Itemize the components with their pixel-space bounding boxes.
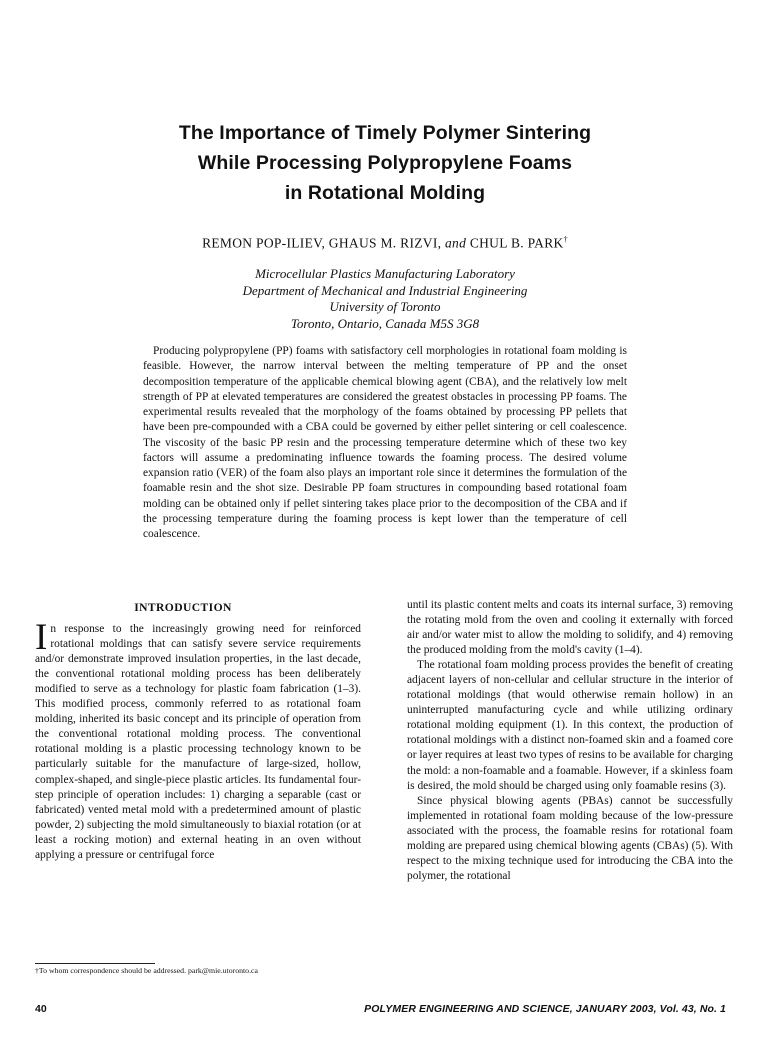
footnote-divider <box>35 963 155 964</box>
page-number: 40 <box>35 1003 47 1015</box>
author-list <box>150 235 620 252</box>
intro-paragraph-1-continued: until its plastic content melts and coats its internal surface, 3) removing the rotating mold from the oven and cooling it externally with forced air and/or water mist to allow the molding to solidify, and 4) removing the produced molding from the mold's cavity (1–4). <box>407 599 733 657</box>
dagger-mark: † <box>563 235 568 244</box>
article-title <box>150 118 620 208</box>
title-line-2: While Processing Polypropylene Foams <box>197 152 573 174</box>
affiliation-university: University of Toronto <box>329 299 441 314</box>
affiliation-department: Department of Mechanical and Industrial Engineering <box>242 282 528 298</box>
section-heading-introduction: INTRODUCTION <box>134 601 232 614</box>
affiliation <box>150 266 620 332</box>
title-line-1: The Importance of Timely Polymer Sintering <box>178 122 592 144</box>
intro-paragraph-1-text: n response to the increasingly growing need for reinforced rotational moldings that can satisfy severe service requirements and/or demonstrate improved insulation properties, in the last decade, the conventional rotational molding process has been deliberately modified to serve as a technology for plastic foam fabrication (1–3). This modified process, commonly referred to as rotational foam molding, inherited its basic concept and its principle of operation from the conventional rotational molding process. The conventional rotational molding is a plastic processing technology known to be particularly suitable for the manufacture of large-sized, hollow, complex-shaped, and single-piece plastic articles. Its fundamental four-step principle of operation includes: 1) charging a separable (cast or fabricated) vented metal mold with a predetermined amount of plastic powder, 2) subjecting the mold simultaneously to biaxial rotation (or at least a rocking motion) and external heating in an oven without applying a pressure or centrifugal force <box>35 623 361 861</box>
intro-paragraph-2: The rotational foam molding process provides the benefit of creating adjacent layers of non-cellular and cellular structure in the interior of rotational moldings (that would otherwise remain hollow) in an uninterrupted manufacturing cycle and while utilizing ordinary rotational molding equipment (1). In this context, the production of rotational moldings with a distinct non-foamed skin and a foamed core or layer requires at least two types of resins to be available for charging the mold: a non-foamable and a foamable. However, if a skinless foam is desired, the mold should be charged using only foamable resins (3). <box>407 659 733 792</box>
abstract: Producing polypropylene (PP) foams with satisfactory cell morphologies in rotational foam molding is feasible. However, the narrow interval between the melting temperature of PP and the onset decomposition temperature of the applicable chemical blowing agent (CBA), and the relatively low melt strength of PP at elevated temperatures are considered the greatest obstacles in processing PP foams. The experimental results revealed that the morphology of the foams obtained by processing PP pellets that have been pre-compounded with a CBA could be governed by either pellet sintering or cell coalescence. The viscosity of the basic PP resin and the processing temperature determine which of these two key factors will assume a predominating influence towards the foaming process. The desired volume expansion ratio (VER) of the foam also plays an important role since it determines the formulation of the foamable resin and the shot size. Desirable PP foam structures in compounding based rotational foam molding can be obtained only if pellet sintering takes place prior to the decomposition of the CBA and if the processing temperature during the foaming process is kept lower than the temperature of cell coalescence. <box>143 345 627 540</box>
intro-paragraph-3: Since physical blowing agents (PBAs) cannot be successfully implemented in rotational foam molding because of the low-pressure associated with the process, the foamable resins for rotational foam molding are prepared using chemical blowing agents (CBAs) (5). With respect to the mixing technique used for introducing the CBA into the polymer, the rotational <box>407 794 733 882</box>
authors-main: REMON POP-ILIEV, GHAUS M. RIZVI, <box>202 235 445 251</box>
authors-last: CHUL B. PARK <box>466 235 564 251</box>
left-column <box>35 600 361 863</box>
right-column <box>407 598 733 884</box>
drop-cap: I <box>35 617 48 659</box>
journal-footer: POLYMER ENGINEERING AND SCIENCE, JANUARY 2003, Vol. 43, No. 1 <box>364 1003 726 1015</box>
affiliation-address: Toronto, Ontario, Canada M5S 3G8 <box>290 315 480 331</box>
intro-paragraph-1 <box>35 617 361 863</box>
affiliation-lab: Microcellular Plastics Manufacturing Laboratory <box>255 266 515 281</box>
authors-and: and <box>445 235 467 251</box>
title-line-3: in Rotational Molding <box>284 182 486 204</box>
correspondence-footnote: †To whom correspondence should be addressed. park@mie.utoronto.ca <box>35 966 258 975</box>
